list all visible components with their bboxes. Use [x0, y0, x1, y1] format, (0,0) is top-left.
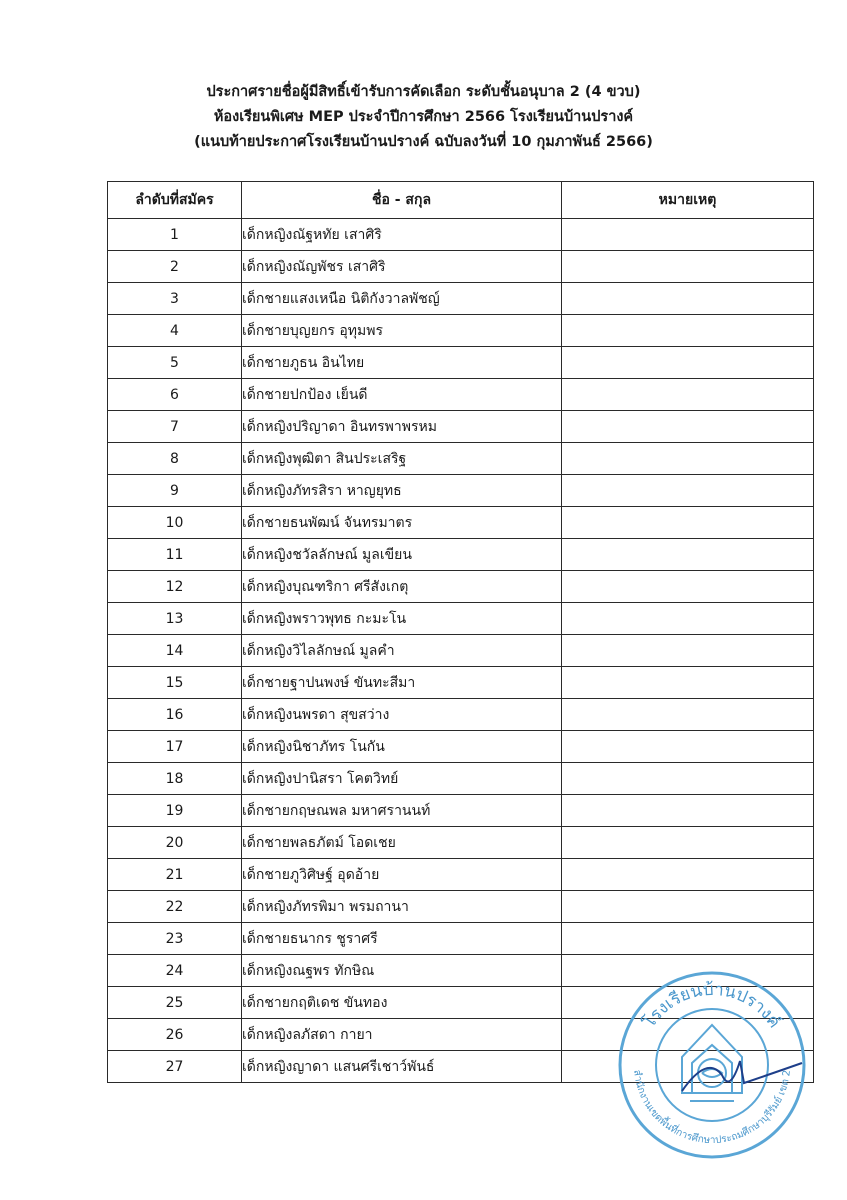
remark-cell — [562, 731, 814, 763]
table-row — [108, 315, 814, 347]
applicant-number-cell: 17 — [108, 731, 242, 763]
applicant-name-cell: เด็กหญิงภัทรสิรา หาญยุทธ — [242, 475, 562, 507]
applicant-number-cell: 16 — [108, 699, 242, 731]
applicant-name-cell: เด็กชายกฤติเดช ขันทอง — [242, 987, 562, 1019]
applicant-number-cell: 10 — [108, 507, 242, 539]
applicant-number-cell: 5 — [108, 347, 242, 379]
table-row — [108, 347, 814, 379]
remark-cell — [562, 315, 814, 347]
applicant-number-cell: 12 — [108, 571, 242, 603]
applicant-name-cell: เด็กชายปกป้อง เย็นดี — [242, 379, 562, 411]
table-row — [108, 891, 814, 923]
remark-cell — [562, 443, 814, 475]
table-row — [108, 475, 814, 507]
applicant-name-cell: เด็กหญิงญาดา แสนศรีเชาว์พันธ์ — [242, 1051, 562, 1083]
remark-cell — [562, 251, 814, 283]
applicant-number-cell: 24 — [108, 955, 242, 987]
applicant-number-cell: 14 — [108, 635, 242, 667]
remark-cell — [562, 411, 814, 443]
svg-text:สำนักงานเขตพื้นที่การศึกษาประถ — [631, 1069, 793, 1146]
applicant-number-cell: 3 — [108, 283, 242, 315]
applicant-number-cell: 11 — [108, 539, 242, 571]
applicant-name-cell: เด็กหญิงบุณฑริกา ศรีสังเกตุ — [242, 571, 562, 603]
table-row — [108, 571, 814, 603]
applicant-name-cell: เด็กหญิงปานิสรา โคตวิทย์ — [242, 763, 562, 795]
heading-line-2: ห้องเรียนพิเศษ MEP ประจำปีการศึกษา 2566 โรงเรียนบ้านปรางค์ — [213, 109, 634, 125]
applicant-number-cell: 8 — [108, 443, 242, 475]
applicant-name-cell: เด็กชายภูวิศิษฐ์ อุดอ้าย — [242, 859, 562, 891]
applicant-name-cell: เด็กชายพลธภัตม์ โอดเชย — [242, 827, 562, 859]
remark-cell — [562, 475, 814, 507]
applicant-name-cell: เด็กหญิงณัฐหทัย เสาศิริ — [242, 219, 562, 251]
applicant-number-cell: 23 — [108, 923, 242, 955]
applicant-number-cell: 13 — [108, 603, 242, 635]
table-row — [108, 219, 814, 251]
heading-line-3: (แนบท้ายประกาศโรงเรียนบ้านปรางค์ ฉบับลงวันที่ 10 กุมภาพันธ์ 2566) — [194, 134, 653, 150]
table-row — [108, 827, 814, 859]
remark-cell — [562, 667, 814, 699]
remark-cell — [562, 539, 814, 571]
table-row — [108, 379, 814, 411]
applicant-number-cell: 1 — [108, 219, 242, 251]
table-row — [108, 699, 814, 731]
applicant-name-cell: เด็กชายธนากร ชูราศรี — [242, 923, 562, 955]
table-row — [108, 539, 814, 571]
table-row — [108, 443, 814, 475]
applicant-name-cell: เด็กหญิงนิชาภัทร โนกัน — [242, 731, 562, 763]
applicant-number-cell: 21 — [108, 859, 242, 891]
table-row — [108, 251, 814, 283]
applicant-number-cell: 2 — [108, 251, 242, 283]
remark-cell — [562, 507, 814, 539]
seal-bottom-text: สำนักงานเขตพื้นที่การศึกษาประถมศึกษาบุรีรัมย์ เขต 2 — [630, 1069, 793, 1147]
table-row — [108, 283, 814, 315]
applicant-number-cell: 15 — [108, 667, 242, 699]
applicant-number-cell: 9 — [108, 475, 242, 507]
seal-emblem-icon — [682, 1025, 742, 1101]
applicant-name-cell: เด็กหญิงภัทรพิมา พรมถานา — [242, 891, 562, 923]
applicant-name-cell: เด็กหญิงลภัสดา กายา — [242, 1019, 562, 1051]
remark-cell — [562, 859, 814, 891]
remark-cell — [562, 891, 814, 923]
table-row — [108, 731, 814, 763]
applicant-name-cell: เด็กหญิงณฐพร ทักษิณ — [242, 955, 562, 987]
applicant-name-cell: เด็กชายฐาปนพงษ์ ขันทะสีมา — [242, 667, 562, 699]
applicant-name-cell: เด็กชายแสงเหนือ นิติกังวาลพัชญ์ — [242, 283, 562, 315]
remark-cell — [562, 795, 814, 827]
table-row — [108, 411, 814, 443]
applicant-number-cell: 4 — [108, 315, 242, 347]
header-remark: หมายเหตุ — [562, 182, 814, 219]
applicant-name-cell: เด็กหญิงชวัลลักษณ์ มูลเขียน — [242, 539, 562, 571]
header-applicant-number: ลำดับที่สมัคร — [108, 182, 242, 219]
applicant-number-cell: 6 — [108, 379, 242, 411]
table-row — [108, 859, 814, 891]
table-row — [108, 635, 814, 667]
remark-cell — [562, 699, 814, 731]
applicant-name-cell: เด็กชายธนพัฒน์ จันทรมาตร — [242, 507, 562, 539]
applicant-number-cell: 20 — [108, 827, 242, 859]
applicant-name-cell: เด็กหญิงนพรดา สุขสว่าง — [242, 699, 562, 731]
table-row — [108, 795, 814, 827]
header-full-name: ชื่อ - สกุล — [242, 182, 562, 219]
applicant-name-cell: เด็กชายกฤษณพล มหาศรานนท์ — [242, 795, 562, 827]
applicant-number-cell: 7 — [108, 411, 242, 443]
applicant-name-cell: เด็กหญิงพุฒิตา สินประเสริฐ — [242, 443, 562, 475]
applicant-name-cell: เด็กหญิงปริญาดา อินทรพาพรหม — [242, 411, 562, 443]
remark-cell — [562, 571, 814, 603]
school-seal-stamp — [612, 965, 812, 1165]
applicant-name-cell: เด็กชายบุญยกร อุทุมพร — [242, 315, 562, 347]
applicant-number-cell: 18 — [108, 763, 242, 795]
applicant-number-cell: 19 — [108, 795, 242, 827]
applicant-number-cell: 22 — [108, 891, 242, 923]
heading-line-1: ประกาศรายชื่อผู้มีสิทธิ์เข้ารับการคัดเลือก ระดับชั้นอนุบาล 2 (4 ขวบ) — [206, 84, 641, 100]
applicant-table — [107, 181, 814, 1083]
applicant-number-cell: 27 — [108, 1051, 242, 1083]
applicant-number-cell: 25 — [108, 987, 242, 1019]
applicant-name-cell: เด็กชายภูธน อินไทย — [242, 347, 562, 379]
remark-cell — [562, 635, 814, 667]
applicant-number-cell: 26 — [108, 1019, 242, 1051]
remark-cell — [562, 827, 814, 859]
table-row — [108, 507, 814, 539]
remark-cell — [562, 283, 814, 315]
applicant-name-cell: เด็กหญิงวิไลลักษณ์ มูลคำ — [242, 635, 562, 667]
remark-cell — [562, 219, 814, 251]
seal-top-text: โรงเรียนบ้านปรางค์ — [639, 979, 785, 1032]
remark-cell — [562, 923, 814, 955]
applicant-name-cell: เด็กหญิงณัญพัชร เสาศิริ — [242, 251, 562, 283]
remark-cell — [562, 763, 814, 795]
remark-cell — [562, 379, 814, 411]
table-row — [108, 923, 814, 955]
table-header-row — [108, 182, 814, 219]
table-row — [108, 667, 814, 699]
table-row — [108, 763, 814, 795]
table-row — [108, 603, 814, 635]
remark-cell — [562, 347, 814, 379]
applicant-name-cell: เด็กหญิงพราวพุทธ กะมะโน — [242, 603, 562, 635]
remark-cell — [562, 603, 814, 635]
